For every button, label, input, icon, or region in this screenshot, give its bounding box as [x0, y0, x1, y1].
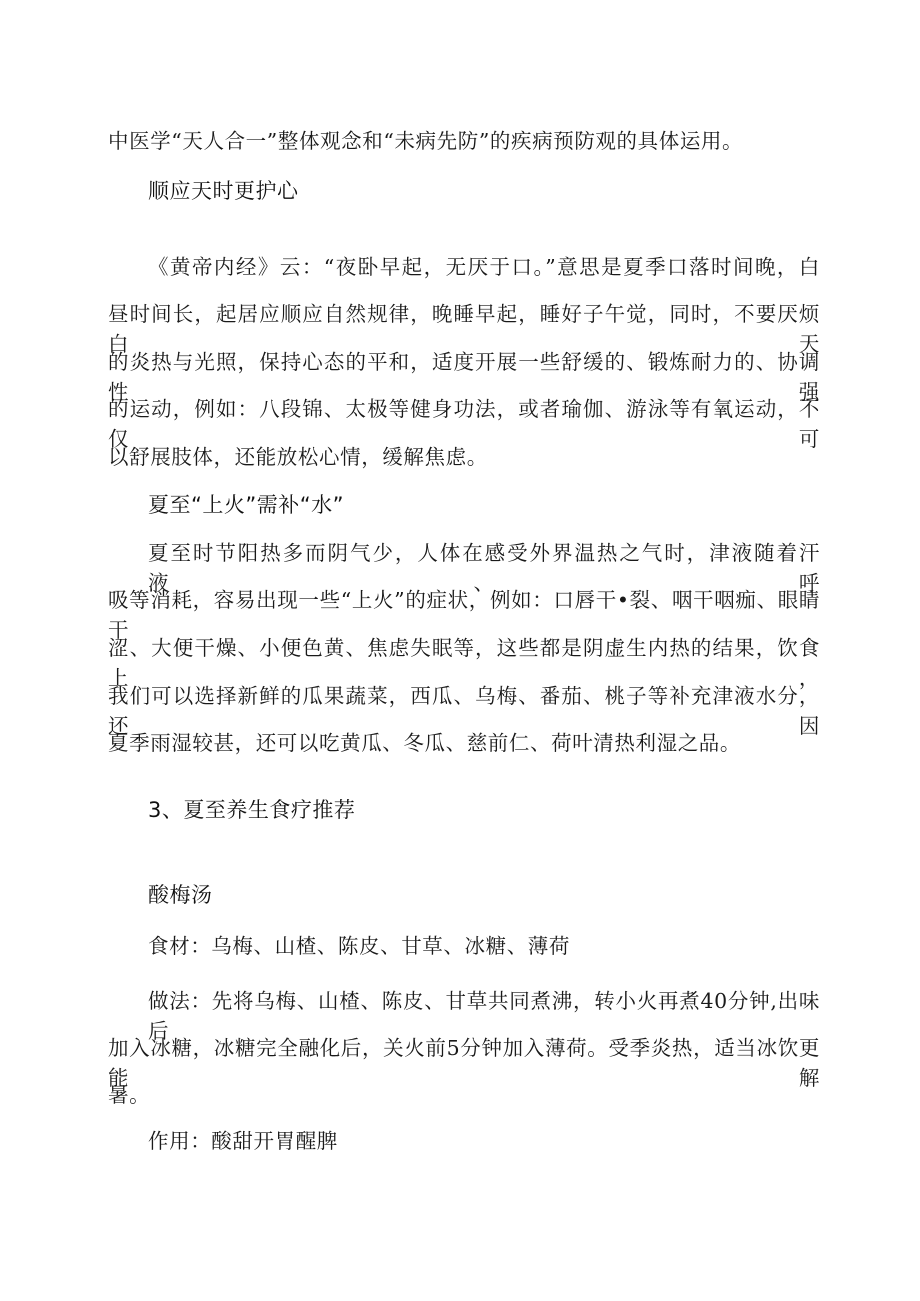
paragraph-line: 以舒展肢体，还能放松心情，缓解焦虑。: [108, 445, 488, 469]
section-heading-recipes: 3、夏至养生食疗推荐: [148, 798, 356, 822]
paragraph-line: 做法：先将乌梅、山楂、陈皮、甘草共同煮沸，转小火再煮40分钟,出味后: [148, 989, 820, 1043]
section-heading-water: 夏至“上火”需补“水”: [148, 493, 345, 517]
paragraph-line: 的炎热与光照，保持心态的平和，适度开展一些舒缓的、锻炼耐力的、协调性强: [108, 350, 820, 404]
paragraph-line: 夏至时节阳热多而阴气少，人体在感受外界温热之气时，津液随着汗液、呼: [148, 541, 820, 595]
paragraph-line: 的运动，例如：八段锦、太极等健身功法，或者瑜伽、游泳等有氧运动，不仅可: [108, 397, 820, 451]
paragraph-line: 昼时间长，起居应顺应自然规律，晚睡早起，睡好子午觉，同时，不要厌烦白天: [108, 302, 820, 356]
recipe-ingredients: 食材：乌梅、山楂、陈皮、甘草、冰糖、薄荷: [148, 934, 570, 958]
recipe-effect: 作用：酸甜开胃醒脾: [148, 1129, 338, 1153]
intro-paragraph-tail: 中医学“天人合一”整体观念和“未病先防”的疾病预防观的具体运用。: [108, 129, 744, 153]
section-heading-heart: 顺应天时更护心: [148, 179, 299, 203]
paragraph-line: 《黄帝内经》云：“夜卧早起，无厌于口。”意思是夏季口落时间晚，白: [148, 255, 820, 279]
paragraph-line: 加入冰糖，冰糖完全融化后，关火前5分钟加入薄荷。受季炎热，适当冰饮更能解: [108, 1036, 820, 1090]
paragraph-line: 吸等消耗，容易出现一些“上火”的症状，例如：口唇干•裂、咽干咽痂、眼睛干: [108, 588, 820, 642]
recipe-name: 酸梅汤: [148, 883, 213, 907]
paragraph-line: 暑。: [108, 1083, 151, 1107]
paragraph-line: 夏季雨湿较甚，还可以吃黄瓜、冬瓜、慈前仁、荷叶清热利湿之品。: [108, 731, 741, 755]
paragraph-line: 涩、大便干燥、小便色黄、焦虑失眠等，这些都是阴虚生内热的结果，饮食上，: [108, 636, 820, 690]
paragraph-line: 我们可以选择新鲜的瓜果蔬菜，西瓜、乌梅、番茄、桃子等补充津液水分，还因: [108, 684, 820, 738]
